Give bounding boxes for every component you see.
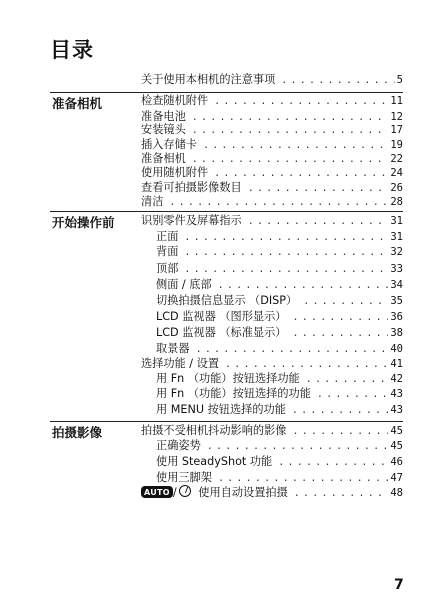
toc-entry-page: 46 xyxy=(390,456,403,468)
toc-entry[interactable] xyxy=(141,356,403,372)
toc-entry-page: 12 xyxy=(390,111,403,123)
dot-leader xyxy=(248,214,389,230)
dot-leader xyxy=(281,73,394,89)
toc-entry[interactable] xyxy=(141,213,403,229)
toc-entry-page: 43 xyxy=(390,404,403,416)
toc-entry-page: 5 xyxy=(396,74,403,86)
toc-entry-page: 42 xyxy=(390,373,403,385)
toc-entry-text: 使用自动设置拍摄 xyxy=(198,486,288,499)
toc-entry-label: 侧面 / 底部 xyxy=(156,278,212,291)
dot-leader xyxy=(218,278,389,294)
toc-entry-label: 检查随机附件 xyxy=(141,94,209,107)
toc-entry[interactable] xyxy=(141,423,403,439)
dot-leader xyxy=(292,326,388,342)
toc-entry-label: 选择功能 / 设置 xyxy=(141,357,220,370)
toc-entry-page: 28 xyxy=(390,196,403,208)
toc-entry-page: 36 xyxy=(390,311,403,323)
toc-entry-page: 22 xyxy=(390,153,403,165)
toc-entry-label: 顶部 xyxy=(156,262,179,275)
toc-subentry[interactable] xyxy=(156,244,403,260)
toc-entry-page: 19 xyxy=(390,139,403,151)
toc-entry-page: 45 xyxy=(390,425,403,437)
toc-entry-page: 35 xyxy=(390,295,403,307)
toc-entry-label: 正确姿势 xyxy=(156,439,201,452)
toc-subentry[interactable] xyxy=(156,371,403,387)
toc-subentry[interactable] xyxy=(156,341,403,357)
toc-subentry[interactable] xyxy=(156,386,403,402)
dot-leader xyxy=(184,262,388,278)
toc-entry-page: 38 xyxy=(390,327,403,339)
toc-entry-page: 40 xyxy=(390,343,403,355)
section-label: 拍摄影像 xyxy=(52,425,103,440)
toc-entry[interactable] xyxy=(141,93,403,109)
toc-entry-label: 切换拍摄信息显示 （DISP） xyxy=(156,294,298,307)
slash-separator: / xyxy=(172,486,177,499)
toc-entry-label: 正面 xyxy=(156,230,179,243)
dot-leader xyxy=(292,310,388,326)
section-label: 开始操作前 xyxy=(52,215,115,230)
toc-entry[interactable] xyxy=(141,194,403,210)
toc-entry-label: LCD 监视器 （标准显示） xyxy=(156,326,287,339)
toc-entry-page: 26 xyxy=(390,182,403,194)
dot-leader xyxy=(184,245,388,261)
toc-entry-label: 准备相机 xyxy=(141,152,186,165)
toc-entry-label xyxy=(141,485,288,501)
dot-leader xyxy=(317,387,388,403)
toc-entry[interactable] xyxy=(141,485,403,501)
toc-subentry[interactable] xyxy=(156,470,403,486)
toc-entry[interactable] xyxy=(141,165,403,181)
toc-entry-label: 关于使用本相机的注意事项 xyxy=(141,73,276,86)
toc-entry[interactable] xyxy=(141,122,403,138)
toc-entry-label: 背面 xyxy=(156,245,179,258)
page-number: 7 xyxy=(394,577,404,593)
toc-subentry[interactable] xyxy=(156,325,403,341)
toc-entry-label: 安装镜头 xyxy=(141,123,186,136)
toc-subentry[interactable] xyxy=(156,454,403,470)
toc-entry-label: 取景器 xyxy=(156,342,190,355)
toc-subentry[interactable] xyxy=(156,309,403,325)
toc-entry-page: 34 xyxy=(390,279,403,291)
auto-mode-icon: AUTO xyxy=(141,486,173,498)
toc-subentry[interactable] xyxy=(156,438,403,454)
section-label: 准备相机 xyxy=(52,96,103,111)
dot-leader xyxy=(292,403,388,419)
toc-entry-label: 用 MENU 按钮选择的功能 xyxy=(156,403,286,416)
toc-subentry[interactable] xyxy=(156,277,403,293)
dot-leader xyxy=(214,94,388,110)
toc-entry-label: 用 Fn （功能）按钮选择的功能 xyxy=(156,387,311,400)
dot-leader xyxy=(303,294,388,310)
toc-entry-label: 识别零件及屏幕指示 xyxy=(141,214,242,227)
toc-entry-label: 插入存储卡 xyxy=(141,138,197,151)
toc-entry-intro[interactable] xyxy=(141,72,403,88)
dot-leader xyxy=(294,486,389,502)
dot-leader xyxy=(169,195,388,211)
toc-entry-page: 41 xyxy=(390,358,403,370)
toc-subentry[interactable] xyxy=(156,293,403,309)
toc-entry-label: LCD 监视器 （图形显示） xyxy=(156,310,287,323)
toc-subentry[interactable] xyxy=(156,229,403,245)
page-title: 目录 xyxy=(50,38,94,62)
section-divider xyxy=(50,211,403,212)
toc-entry-label: 拍摄不受相机抖动影响的影像 xyxy=(141,424,287,437)
toc-entry-page: 11 xyxy=(390,95,403,107)
toc-entry-page: 32 xyxy=(390,246,403,258)
toc-entry-page: 17 xyxy=(390,124,403,136)
toc-entry-page: 31 xyxy=(390,231,403,243)
toc-entry-page: 43 xyxy=(390,388,403,400)
toc-subentry[interactable] xyxy=(156,261,403,277)
toc-entry-label: 查看可拍摄影像数目 xyxy=(141,181,242,194)
toc-entry-label: 使用随机附件 xyxy=(141,166,209,179)
toc-entry-label: 使用三脚架 xyxy=(156,471,212,484)
toc-entry-page: 31 xyxy=(390,215,403,227)
dot-leader xyxy=(278,455,388,471)
scene-no-flash-icon xyxy=(179,485,191,497)
toc-entry-label: 使用 SteadyShot 功能 xyxy=(156,455,273,468)
toc-entry-page: 24 xyxy=(390,167,403,179)
toc-entry-label: 准备电池 xyxy=(141,110,186,123)
toc-entry-label: 用 Fn （功能）按钮选择功能 xyxy=(156,372,300,385)
toc-subentry[interactable] xyxy=(156,402,403,418)
toc-entry-page: 33 xyxy=(390,263,403,275)
toc-entry-page: 48 xyxy=(390,487,403,499)
toc-entry-page: 47 xyxy=(390,472,403,484)
section-divider xyxy=(50,421,403,422)
toc-entry-page: 45 xyxy=(390,440,403,452)
toc-entry-label: 清洁 xyxy=(141,195,164,208)
dot-leader xyxy=(207,439,389,455)
